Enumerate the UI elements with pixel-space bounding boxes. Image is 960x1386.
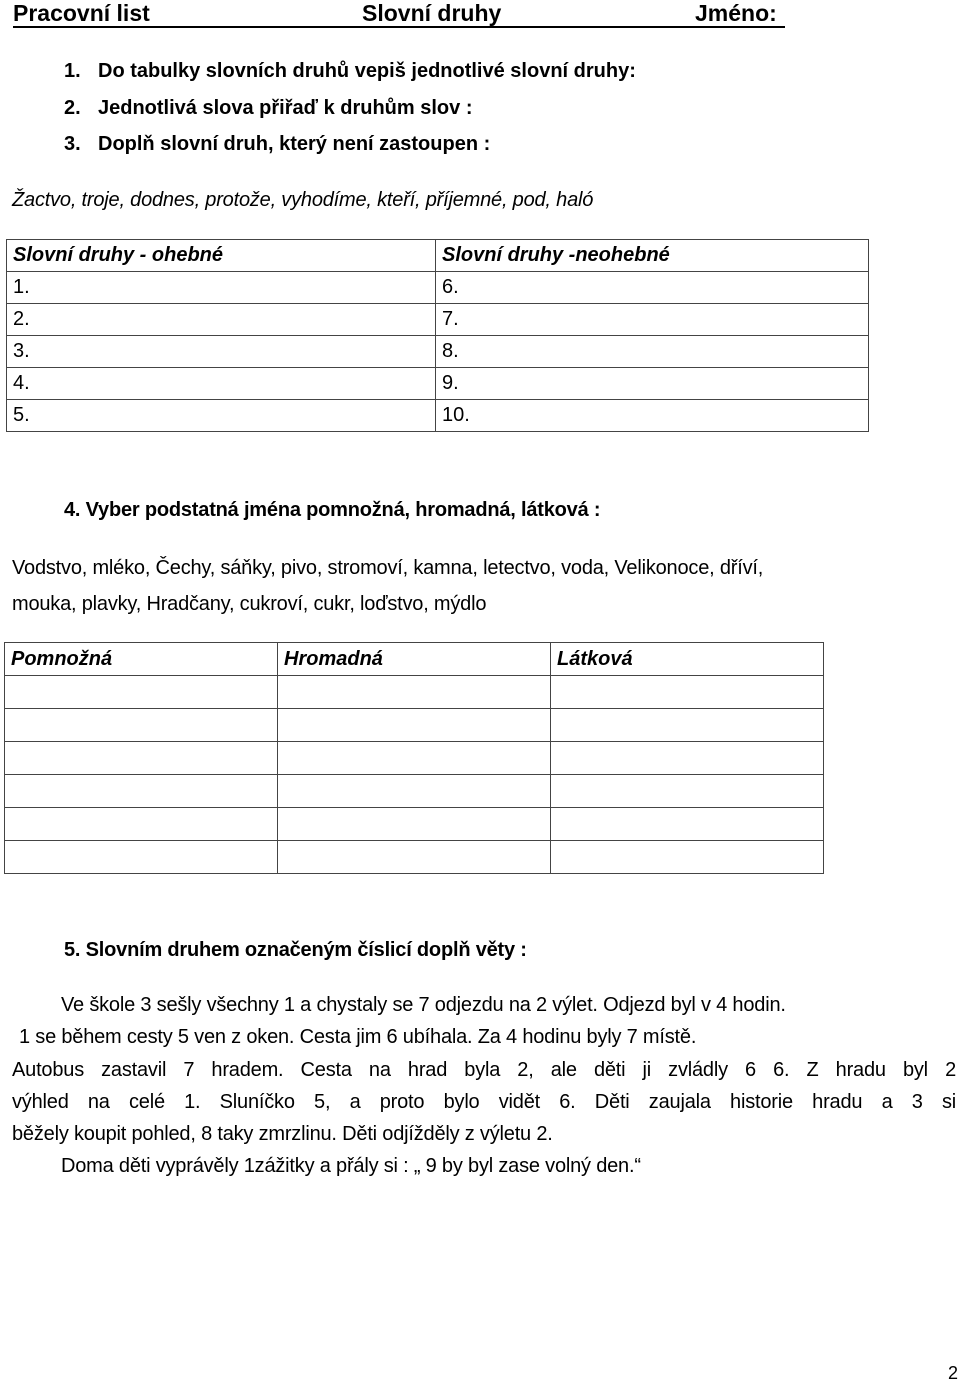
table-cell[interactable]: [551, 808, 824, 841]
table-row: [5, 676, 824, 709]
section-5-line-2: 1 se během cesty 5 ven z oken. Cesta jim 6 ubíhala. Za 4 hodinu byly 7 místě.: [19, 1026, 697, 1048]
instruction-2: [64, 96, 472, 120]
word-list-1: Žactvo, troje, dodnes, protože, vyhodíme, kteří, příjemné, pod, haló: [12, 189, 594, 211]
instruction-number: 3.: [64, 133, 81, 155]
instruction-1: [64, 59, 636, 83]
section-5-line-1: Ve škole 3 sešly všechny 1 a chystaly se 7 odjezdu na 2 výlet. Odjezd byl v 4 hodin.: [61, 994, 786, 1016]
table-cell[interactable]: [551, 775, 824, 808]
header-cell-uninflected: Slovní druhy -neohebné: [436, 240, 869, 272]
table-row: [5, 808, 824, 841]
instruction-number: 1.: [64, 60, 81, 82]
section-5-line-3: Autobus zastavil 7 hradem. Cesta na hrad byla 2, ale děti ji zvládly 6 6. Z hradu byl 2: [12, 1059, 956, 1081]
table-row: [7, 400, 869, 432]
section-5-title: 5. Slovním druhem označeným číslicí doplň věty :: [64, 939, 527, 961]
table-row: [5, 742, 824, 775]
table-cell[interactable]: [5, 709, 278, 742]
section-5-line-4: výhled na celé 1. Sluníčko 5, a proto bylo vidět 6. Děti zaujala historie hradu a 3 si: [12, 1091, 956, 1113]
section-4-words-line-2: mouka, plavky, Hradčany, cukroví, cukr, loďstvo, mýdlo: [12, 593, 487, 615]
table-cell[interactable]: 1.: [7, 272, 436, 304]
section-4-words-line-1: Vodstvo, mléko, Čechy, sáňky, pivo, stromoví, kamna, letectvo, voda, Velikonoce, dříví,: [12, 557, 764, 579]
table-cell[interactable]: [5, 676, 278, 709]
section-5-line-6: Doma děti vyprávěly 1zážitky a přály si : „ 9 by byl zase volný den.“: [61, 1155, 641, 1177]
table-cell[interactable]: 8.: [436, 336, 869, 368]
table-cell[interactable]: [278, 841, 551, 874]
table-cell[interactable]: [551, 742, 824, 775]
table-header-row: [7, 240, 869, 272]
table-cell[interactable]: [551, 841, 824, 874]
section-5-line-5: běžely koupit pohled, 8 taky zmrzlinu. Děti odjížděly z výletu 2.: [12, 1123, 553, 1145]
page-number: 2: [947, 1363, 958, 1383]
header-worksheet-label: Pracovní list: [13, 0, 150, 26]
table-cell[interactable]: [278, 742, 551, 775]
table-row: [5, 841, 824, 874]
table-cell[interactable]: 7.: [436, 304, 869, 336]
table-row: [7, 272, 869, 304]
table-row: [7, 304, 869, 336]
table-cell[interactable]: [5, 742, 278, 775]
table-cell[interactable]: 5.: [7, 400, 436, 432]
header-cell-material: Látková: [551, 643, 824, 676]
table-cell[interactable]: 9.: [436, 368, 869, 400]
table-cell[interactable]: [5, 841, 278, 874]
table-row: [7, 336, 869, 368]
instruction-number: 2.: [64, 97, 81, 119]
table-cell[interactable]: [551, 676, 824, 709]
table-row: [7, 368, 869, 400]
noun-type-table: [4, 642, 824, 874]
section-4-title: 4. Vyber podstatná jména pomnožná, hromadná, látková :: [64, 499, 601, 521]
header-cell-collective: Hromadná: [278, 643, 551, 676]
instruction-text: Do tabulky slovních druhů vepiš jednotlivé slovní druhy:: [98, 60, 636, 82]
table-cell[interactable]: [278, 709, 551, 742]
header-cell-inflected: Slovní druhy - ohebné: [7, 240, 436, 272]
table-cell[interactable]: [278, 775, 551, 808]
worksheet-header: [13, 0, 785, 28]
word-class-table: [6, 239, 869, 432]
instruction-3: [64, 132, 490, 156]
table-cell[interactable]: 2.: [7, 304, 436, 336]
table-header-row: [5, 643, 824, 676]
table-cell[interactable]: [278, 808, 551, 841]
header-topic-title: Slovní druhy: [362, 0, 502, 26]
table-cell[interactable]: 4.: [7, 368, 436, 400]
table-cell[interactable]: 6.: [436, 272, 869, 304]
table-cell[interactable]: 3.: [7, 336, 436, 368]
table-cell[interactable]: [551, 709, 824, 742]
table-cell[interactable]: [278, 676, 551, 709]
table-cell[interactable]: 10.: [436, 400, 869, 432]
table-row: [5, 775, 824, 808]
table-row: [5, 709, 824, 742]
header-name-field-label: Jméno:: [695, 0, 777, 26]
instruction-text: Jednotlivá slova přiřaď k druhům slov :: [98, 97, 473, 119]
header-cell-plural-only: Pomnožná: [5, 643, 278, 676]
instruction-text: Doplň slovní druh, který není zastoupen :: [98, 133, 491, 155]
table-cell[interactable]: [5, 775, 278, 808]
table-cell[interactable]: [5, 808, 278, 841]
